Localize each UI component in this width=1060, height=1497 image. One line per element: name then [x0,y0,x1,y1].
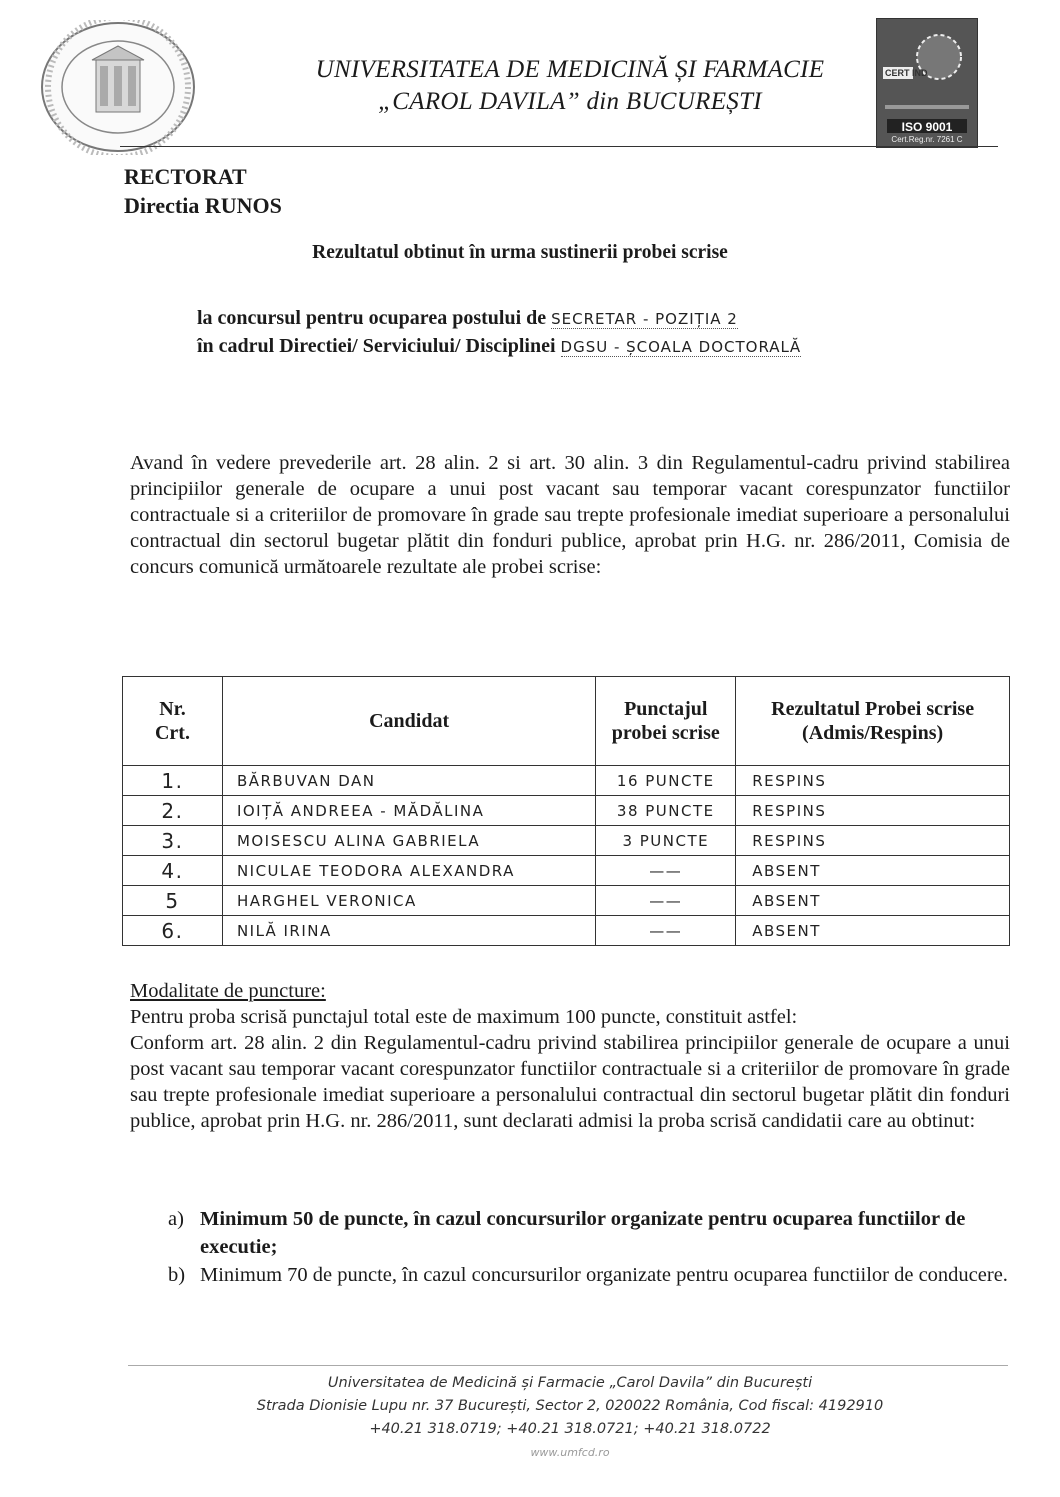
row-nr: 4. [123,856,223,886]
list-item-text: Minimum 70 de puncte, în cazul concursurilor organizate pentru ocuparea functiilor de conducere. [200,1264,1008,1286]
list-item-label: b) [168,1264,186,1286]
list-item [168,1261,1010,1289]
university-name-line2: „CAROL DAVILA” din BUCUREȘTI [378,88,762,115]
university-seal-logo [38,20,198,155]
list-item-label: a) [168,1208,184,1230]
row-result: RESPINS [736,796,1010,826]
row-score: —— [596,856,736,886]
intro-paragraph: Avand în vedere prevederile art. 28 alin. 2 si art. 30 alin. 3 din Regulamentul-cadru privind stabilirea principiilor generale de ocupare a unui post vacant sau temporar vacant corespunzator functiilor contractuale si a criteriilor de promovare în grade sau trepte profesionale imediat superioare a personalului contractual din sectorul bugetar plătit din fonduri publice, aprobat prin H.G. nr. 286/2011, Comisia de concurs comunică următoarele rezultate ale probei scrise: [130,452,1010,578]
row-nr: 2. [123,796,223,826]
footer-website: www.umfcd.ro [530,1446,610,1459]
scoring-body: Conform art. 28 alin. 2 din Regulamentul-cadru privind stabilirea principiilor generale de ocupare a unui post vacant sau temporar vacant corespunzator functiilor contractuale si a criteriilor de promovare în grade sau trepte profesionale imediat superioare a personalului contractual din sectorul bugetar plătit din fonduri publice, aprobat prin H.G. nr. 286/2011, sunt declarati admisi la proba scrisă candidatii care au obtinut: [130,1032,1010,1132]
row-result: ABSENT [736,916,1010,946]
row-result: ABSENT [736,886,1010,916]
footer-phones: +40.21 318.0719; +40.21 318.0721; +40.21 318.0722 [369,1421,771,1437]
department-block [124,162,282,220]
table-row [123,766,1010,796]
row-name: IOIȚĂ ANDREEA - MĂDĂLINA [222,796,595,826]
list-item-text: Minimum 50 de puncte, în cazul concursurilor organizate pentru ocuparea functiilor de executie; [200,1208,966,1258]
row-score: 38 PUNCTE [596,796,736,826]
table-header-row [123,677,1010,766]
table-row [123,826,1010,856]
scoring-section [130,978,1010,1134]
row-name: MOISESCU ALINA GABRIELA [222,826,595,856]
row-result: RESPINS [736,766,1010,796]
footer [130,1372,1010,1464]
row-name: NILĂ IRINA [222,916,595,946]
dept-value-handwritten: DGSU - ȘCOALA DOCTORALĂ [560,338,802,356]
table-row [123,796,1010,826]
footer-address: Strada Dionisie Lupu nr. 37 București, Sector 2, 020022 România, Cod fiscal: 4192910 [256,1398,884,1414]
scoring-title: Modalitate de puncture: [130,980,326,1002]
row-score: 16 PUNCTE [596,766,736,796]
row-result: ABSENT [736,856,1010,886]
row-nr: 3. [123,826,223,856]
table-row [123,886,1010,916]
row-score: 3 PUNCTE [596,826,736,856]
university-title [200,54,940,118]
footer-university: Universitatea de Medicină și Farmacie „Carol Davila” din București [327,1375,813,1391]
post-label: la concursul pentru ocuparea postului de [197,307,547,329]
table-row [123,916,1010,946]
header-candidat: Candidat [222,677,595,766]
post-line [197,305,801,333]
row-nr: 6. [123,916,223,946]
row-name: HARGHEL VERONICA [222,886,595,916]
post-info [197,305,801,361]
table-row [123,856,1010,886]
footer-divider [128,1365,1008,1366]
dept-line [197,333,801,361]
rectorat-label: RECTORAT [124,164,247,189]
row-nr: 1. [123,766,223,796]
post-value-handwritten: SECRETAR - POZIȚIA 2 [551,310,738,328]
cert-ind-label: CERT IND [885,68,928,78]
document-heading: Rezultatul obtinut în urma sustinerii probei scrise [312,242,728,263]
university-name-line1: UNIVERSITATEA DE MEDICINĂ ȘI FARMACIE [315,56,825,83]
row-name: BĂRBUVAN DAN [222,766,595,796]
header-nr: Nr. Crt. [123,677,223,766]
row-nr: 5 [123,886,223,916]
list-item [168,1205,1010,1261]
results-table [122,676,1010,946]
scoring-line1: Pentru proba scrisă punctajul total este de maximum 100 puncte, constituit astfel: [130,1006,798,1028]
dept-label: în cadrul Directiei/ Serviciului/ Disciplinei [197,335,556,357]
header-divider [120,146,998,147]
header-rezultat: Rezultatul Probei scrise (Admis/Respins) [736,677,1010,766]
cert-number: Cert.Reg.nr. 7261 C [891,135,963,144]
row-name: NICULAE TEODORA ALEXANDRA [222,856,595,886]
direction-label: Directia RUNOS [124,193,282,218]
row-score: —— [596,886,736,916]
iso-label: ISO 9001 [901,120,953,134]
row-score: —— [596,916,736,946]
header-punctaj: Punctajul probei scrise [596,677,736,766]
row-result: RESPINS [736,826,1010,856]
scoring-list [168,1205,1010,1289]
